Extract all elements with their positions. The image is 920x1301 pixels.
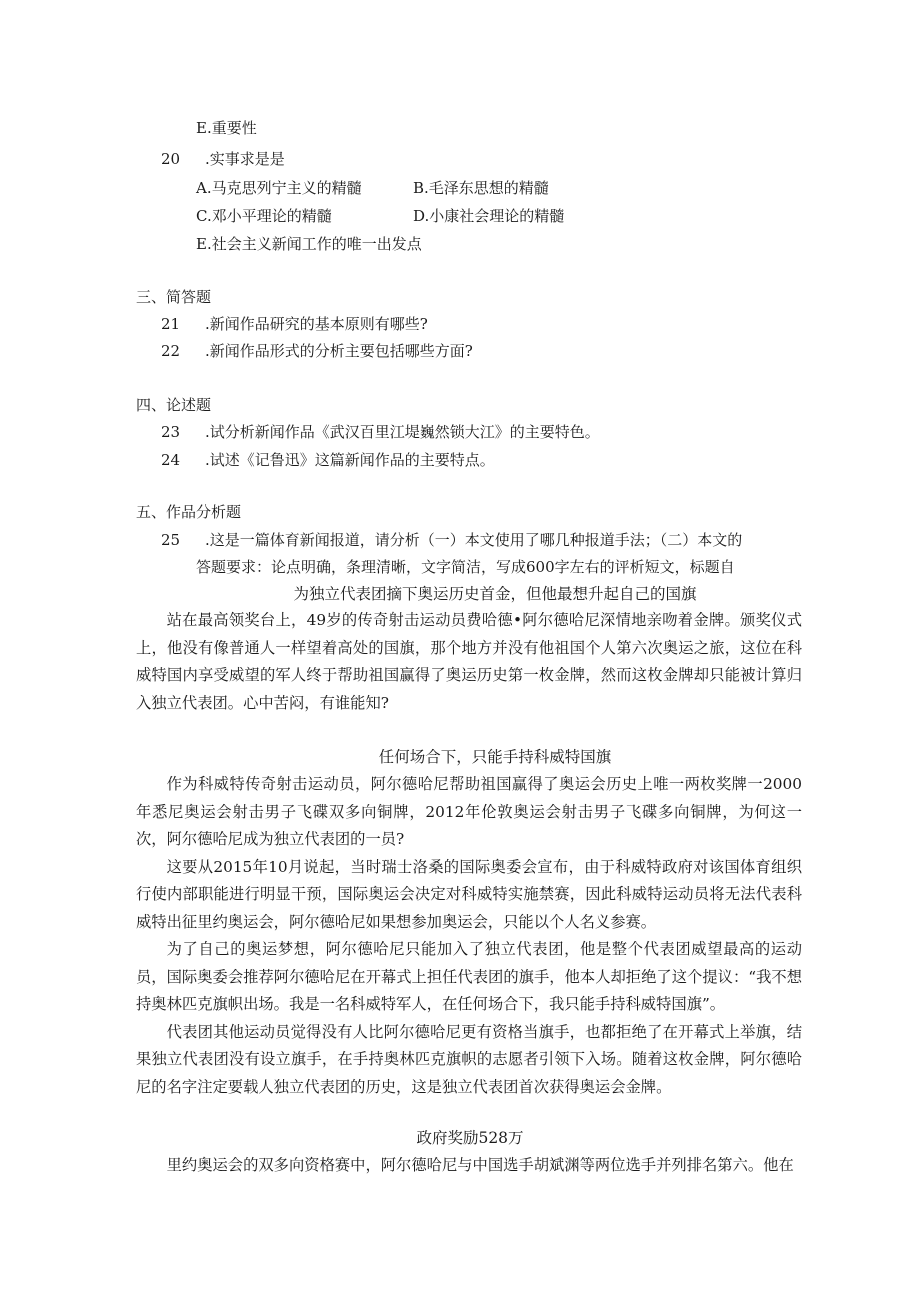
article-para-1-block <box>136 607 802 717</box>
article-para-6-block <box>136 1152 802 1180</box>
q21-text: .新闻作品研究的基本原则有哪些? <box>205 315 428 333</box>
article-paragraph: 为了自己的奥运梦想，阿尔德哈尼只能加入了独立代表团，他是整个代表团威望最高的运动员，国际奥委会推荐阿尔德哈尼在开幕式上担任代表团的旗手，他本人却拒绝了这个提议：“我不想持奥林匹克旗帜出场。我是一名科威特军人，在任何场合下，我只能手持科威特国旗”。 <box>136 940 802 1013</box>
section-4-title: 四、论述题 <box>136 396 212 414</box>
section-5-title: 五、作品分析题 <box>136 503 242 521</box>
q20-option-a: A.马克思列宁主义的精髓 <box>196 179 362 197</box>
section-3-title: 三、简答题 <box>136 288 212 306</box>
q22-text: .新闻作品形式的分析主要包括哪些方面? <box>205 342 473 360</box>
q20-option-b: B.毛泽东思想的精髓 <box>413 179 549 197</box>
q20-option-d: D.小康社会理论的精髓 <box>413 207 565 225</box>
article-subhead-1: 任何场合下，只能手持科威特国旗 <box>378 748 612 766</box>
q25-requirements: 答题要求：论点明确，条理清晰，文字简洁，写成600字左右的评析短文，标题自 <box>196 558 735 576</box>
article-paragraph: 这要从2015年10月说起，当时瑞士洛桑的国际奥委会宣布，由于科威特政府对该国体育组织行使内部职能进行明显干预，国际奥运会决定对科威特实施禁赛，因此科威特运动员将无法代表科威特出征里约奥运会，阿尔德哈尼如果想参加奥运会，只能以个人名义参赛。 <box>136 857 802 931</box>
q20-number: 20 <box>161 150 181 168</box>
q25-number: 25 <box>161 531 181 549</box>
article-paragraph: 里约奥运会的双多向资格赛中，阿尔德哈尼与中国选手胡斌渊等两位选手并列排名第六。他在 <box>166 1156 794 1174</box>
q19-option-e: E.重要性 <box>196 119 257 137</box>
article-title: 为独立代表团摘下奥运历史首金，但他最想升起自己的国旗 <box>293 585 697 603</box>
article-subhead-2: 政府奖励528万 <box>416 1129 524 1147</box>
q20-option-c: C.邓小平理论的精髓 <box>196 207 332 225</box>
article-paragraph: 作为科威特传奇射击运动员，阿尔德哈尼帮助祖国赢得了奥运会历史上唯一两枚奖牌一2000年悉尼奥运会射击男子飞碟双多向铜牌，2012年伦敦奥运会射击男子飞碟多向铜牌，为何这一次，阿尔德哈尼成为独立代表团的一员? <box>136 775 802 848</box>
q20-stem: .实事求是是 <box>205 150 285 168</box>
article-paragraph: 站在最高领奖台上，49岁的传奇射击运动员费哈德•阿尔德哈尼深情地亲吻着金牌。颁奖仪式上，他没有像普通人一样望着高处的国旗，那个地方并没有他祖国个人第六次奥运之旅，这位在科威特国内享受威望的军人终于帮助祖国赢得了奥运历史第一枚金牌，然而这枚金牌却只能被计算归入独立代表团。心中苦闷，有谁能知? <box>136 611 802 712</box>
q25-text: .这是一篇体育新闻报道，请分析（一）本文使用了哪几种报道手法；（二）本文的 <box>205 531 743 549</box>
q20-option-e: E.社会主义新闻工作的唯一出发点 <box>196 235 422 253</box>
article-body-block <box>136 771 802 1101</box>
q23-number: 23 <box>161 423 181 441</box>
q24-number: 24 <box>161 451 181 469</box>
q21-number: 21 <box>161 315 181 333</box>
q23-text: .试分析新闻作品《武汉百里江堤巍然锁大江》的主要特色。 <box>205 423 600 441</box>
q24-text: .试述《记鲁迅》这篇新闻作品的主要特点。 <box>205 451 495 469</box>
article-paragraph: 代表团其他运动员觉得没有人比阿尔德哈尼更有资格当旗手，也都拒绝了在开幕式上举旗，结果独立代表团没有设立旗手，在手持奥林匹克旗帜的志愿者引领下入场。随着这枚金牌，阿尔德哈尼的名字注定要载人独立代表团的历史，这是独立代表团首次获得奥运会金牌。 <box>136 1022 802 1096</box>
q22-number: 22 <box>161 342 181 360</box>
